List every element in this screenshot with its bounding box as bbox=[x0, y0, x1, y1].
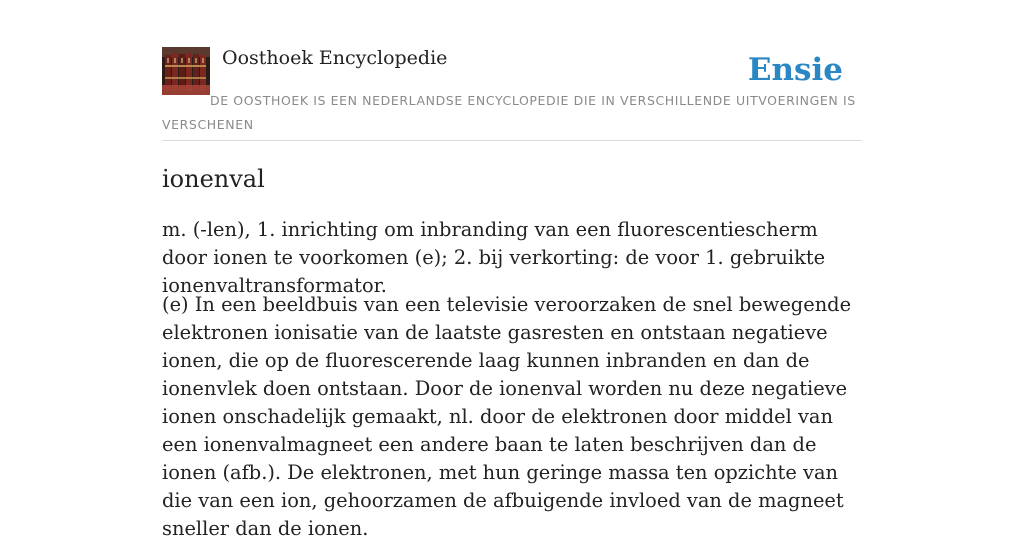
source-name[interactable]: Oosthoek Encyclopedie bbox=[222, 47, 448, 69]
site-header bbox=[162, 46, 862, 141]
article-paragraph: (e) In een beeldbuis van een televisie veroorzaken de snel bewegende elektronen ionisatie van de laatste gasresten en ontstaan negatieve ionen, die op de fluorescerende laag kunnen inbranden en dan de ionenvlek doen ontstaan. Door de ionenval worden nu deze negatieve ionen onschadelijk gemaakt, nl. door de elektronen door middel van een ionenvalmagneet een andere baan te laten beschrijven dan de ionen (afb.). De elektronen, met hun geringe massa ten opzichte van die van een ion, gehoorzamen de afbuigende invloed van de magneet sneller dan de ionen. bbox=[162, 293, 852, 540]
article-paragraph: m. (-len), 1. inrichting om inbranding van een fluorescentiescherm door ionen te voorkomen (e); 2. bij verkorting: de voor 1. gebruikte ionenvaltransformator. bbox=[162, 218, 826, 297]
article-title: ionenval bbox=[162, 165, 265, 193]
brand-logo-link[interactable]: Ensie bbox=[747, 52, 843, 88]
encyclopedia-books-icon[interactable] bbox=[162, 47, 210, 95]
source-description: DE OOSTHOEK IS EEN NEDERLANDSE ENCYCLOPEDIE DIE IN VERSCHILLENDE UITVOERINGEN IS VERSCHENEN bbox=[162, 93, 856, 132]
